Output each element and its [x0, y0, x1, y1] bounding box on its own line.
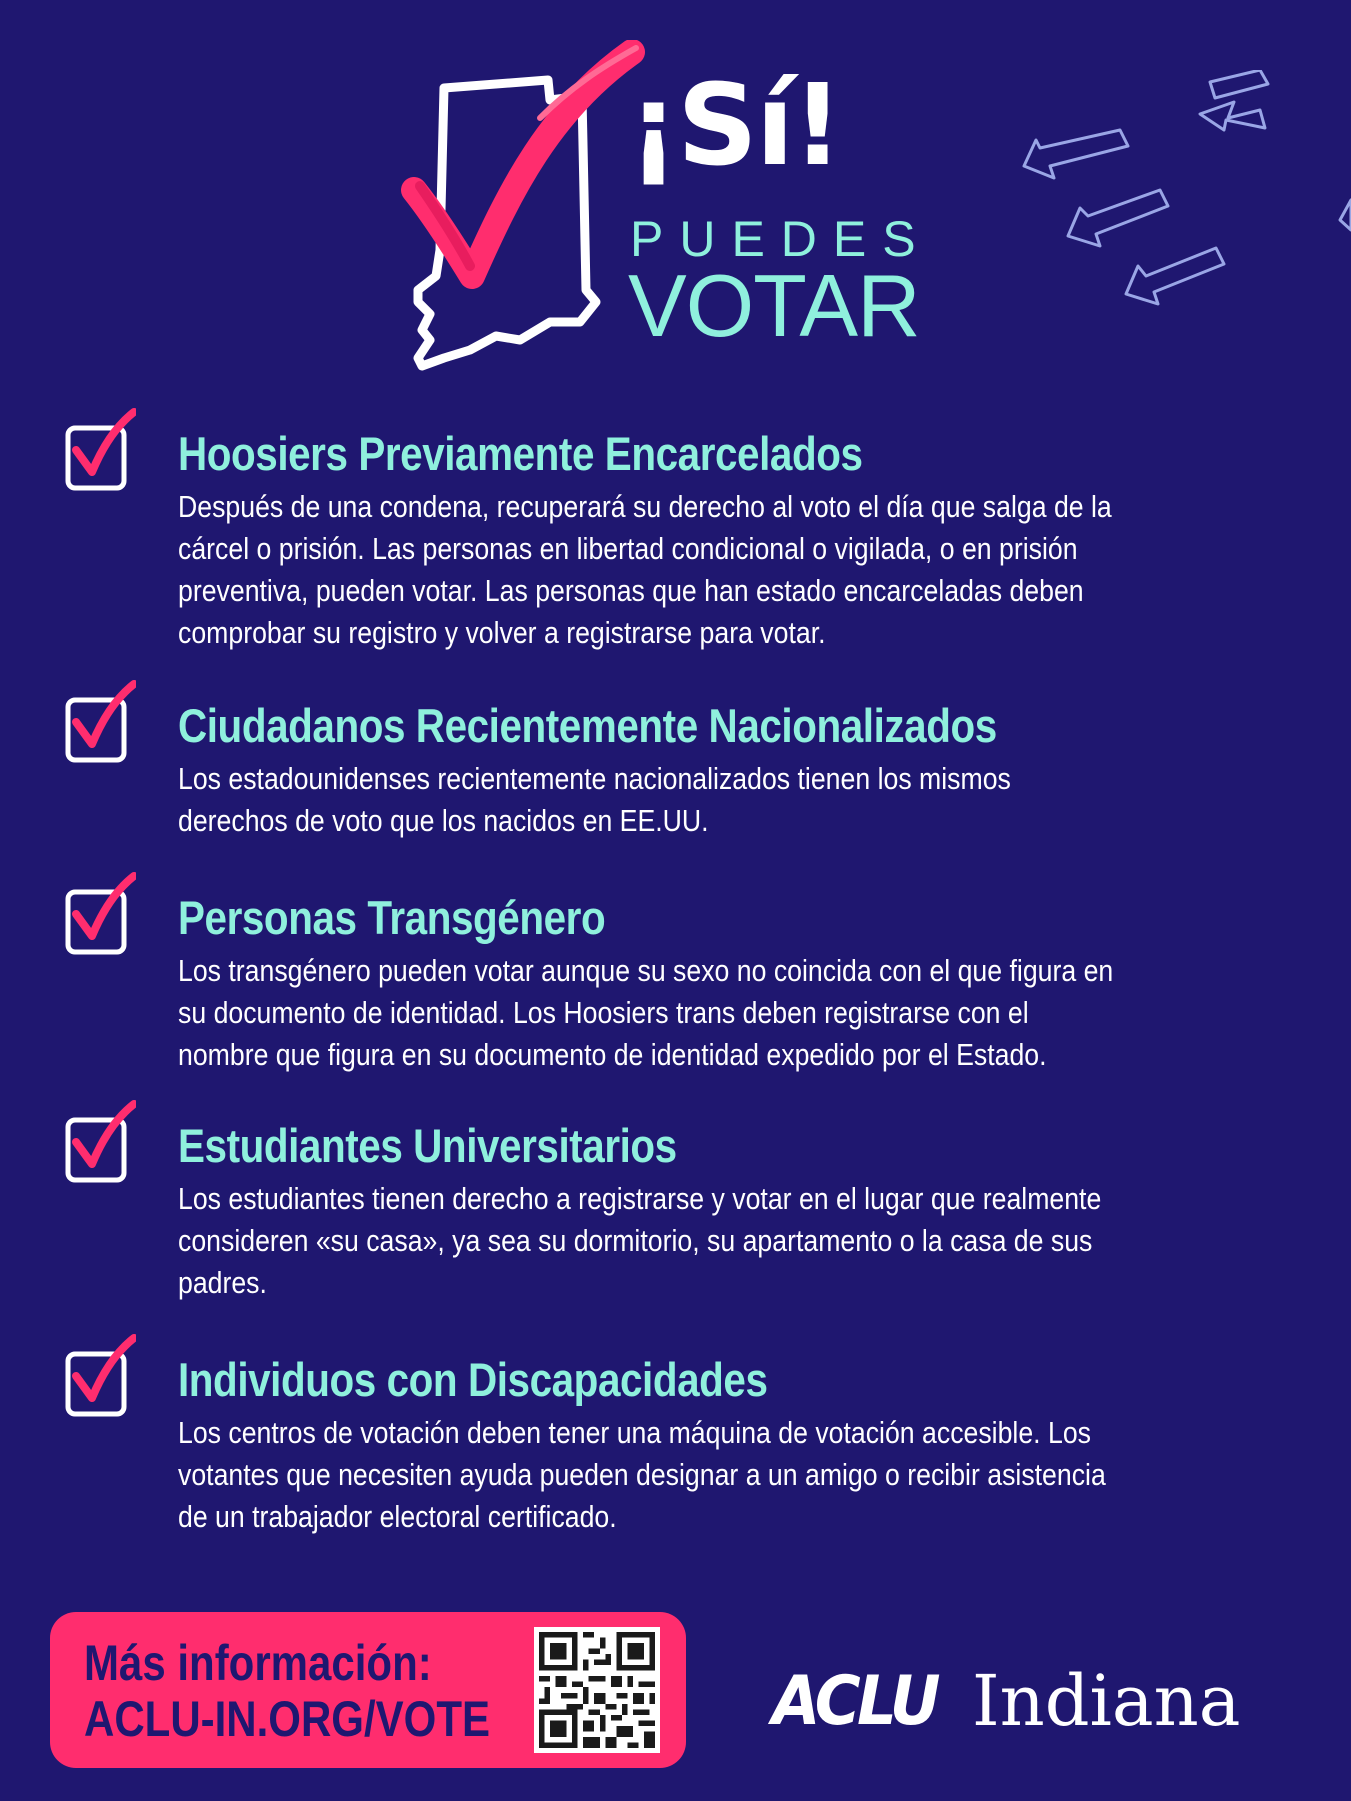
body-line: padres. [178, 1265, 267, 1300]
body-line: comprobar su registro y volver a registrarse para votar. [178, 615, 826, 650]
section-title: Individuos con Discapacidades [178, 1353, 768, 1406]
checkbox-checked-icon [64, 680, 136, 770]
more-info-link[interactable]: ACLU-IN.ORG/VOTE [84, 1691, 490, 1747]
section-body [178, 486, 1296, 654]
body-line: Después de una condena, recuperará su derecho al voto el día que salga de la [178, 489, 1112, 524]
section-body [178, 1178, 1296, 1304]
body-line: nombre que figura en su documento de identidad expedido por el Estado. [178, 1037, 1047, 1072]
section-title: Estudiantes Universitarios [178, 1119, 677, 1172]
body-line: su documento de identidad. Los Hoosiers trans deben registrarse con el [178, 995, 1029, 1030]
body-line: Los transgénero pueden votar aunque su sexo no coincida con el que figura en [178, 953, 1114, 988]
body-line: derechos de voto que los nacidos en EE.UU. [178, 803, 709, 838]
body-line: Los centros de votación deben tener una máquina de votación accesible. Los [178, 1415, 1091, 1450]
body-line: consideren «su casa», ya sea su dormitorio, su apartamento o la casa de sus [178, 1223, 1093, 1258]
body-line: de un trabajador electoral certificado. [178, 1499, 617, 1534]
more-info-label: Más información: [84, 1635, 432, 1691]
section-body [178, 1412, 1296, 1538]
checkbox-checked-icon [64, 1334, 136, 1424]
checkbox-checked-icon [64, 1100, 136, 1190]
section-body [178, 758, 1296, 842]
title-puedes: PUEDES [630, 211, 932, 267]
section-title: Ciudadanos Recientemente Nacionalizados [178, 699, 997, 752]
body-line: votantes que necesiten ayuda pueden designar a un amigo o recibir asistencia [178, 1457, 1106, 1492]
checkbox-checked-icon [64, 408, 136, 498]
body-line: cárcel o prisión. Las personas en libertad condicional o vigilada, o en prisión [178, 531, 1078, 566]
title-si: ¡Sí! [628, 61, 842, 191]
decorative-arrows-icon [1010, 70, 1351, 340]
qr-code-icon[interactable] [534, 1627, 660, 1753]
indiana-logo: Indiana [972, 1660, 1241, 1742]
checkbox-checked-icon [64, 872, 136, 962]
section-title: Hoosiers Previamente Encarcelados [178, 427, 863, 480]
section-body [178, 950, 1296, 1076]
body-line: Los estudiantes tienen derecho a registrarse y votar en el lugar que realmente [178, 1181, 1102, 1216]
body-line: Los estadounidenses recientemente nacionalizados tienen los mismos [178, 761, 1011, 796]
body-line: preventiva, pueden votar. Las personas que han estado encarceladas deben [178, 573, 1084, 608]
section-title: Personas Transgénero [178, 891, 606, 944]
title-votar: VOTAR [628, 256, 920, 355]
more-info-box[interactable] [50, 1612, 686, 1768]
aclu-logo: ACLU [772, 1662, 937, 1741]
